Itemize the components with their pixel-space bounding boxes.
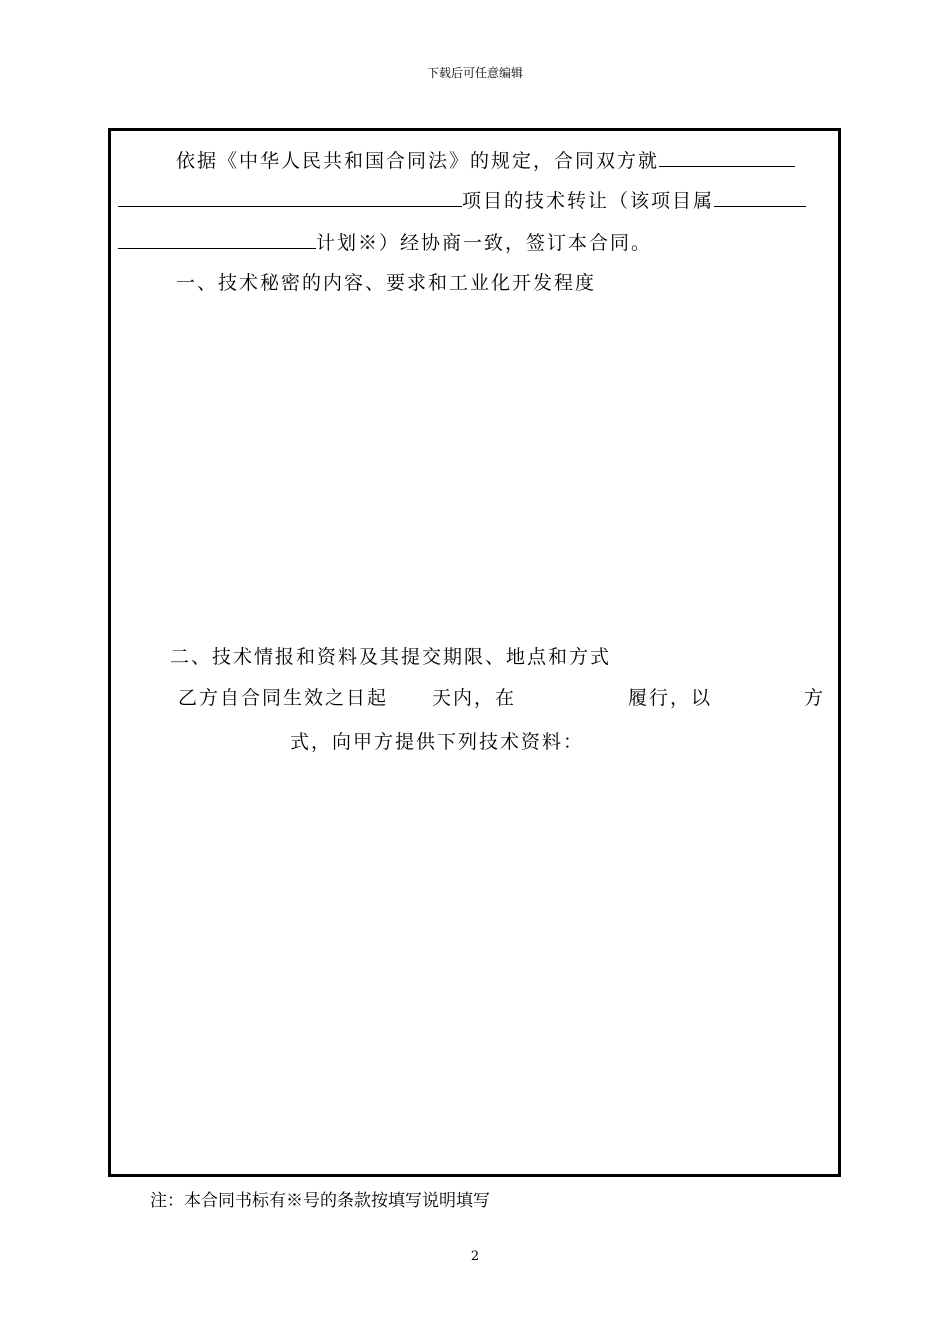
intro-text-1: 依据《中华人民共和国合同法》的规定，合同双方就 (176, 150, 660, 172)
project-name-blank-2[interactable] (118, 188, 462, 207)
section-2-line-1d: 方 (804, 687, 826, 709)
intro-line-3 (118, 230, 652, 255)
project-name-blank-1[interactable] (659, 148, 795, 167)
section-2-line-1c: 履行，以 (628, 687, 713, 709)
section-2-line-1b: 天内，在 (432, 687, 517, 709)
intro-line-1 (176, 148, 795, 173)
plan-name-blank-2[interactable] (118, 230, 316, 249)
section-2-title: 二、技术情报和资料及其提交期限、地点和方式 (170, 646, 612, 668)
intro-line-2 (118, 188, 806, 213)
page-number: 2 (470, 1249, 480, 1264)
section-2-line-2: 式，向甲方提供下列技术资料： (290, 731, 585, 753)
section-1-title: 一、技术秘密的内容、要求和工业化开发程度 (176, 272, 597, 294)
intro-text-3: 计划※）经协商一致，签订本合同。 (316, 232, 653, 254)
footnote: 注：本合同书标有※号的条款按填写说明填写 (150, 1191, 490, 1211)
intro-text-2: 项目的技术转让（该项目属 (462, 190, 715, 212)
section-2-line-1a: 乙方自合同生效之日起 (178, 687, 389, 709)
page-header-note: 下载后可任意编辑 (426, 66, 523, 80)
plan-name-blank-1[interactable] (714, 188, 806, 207)
